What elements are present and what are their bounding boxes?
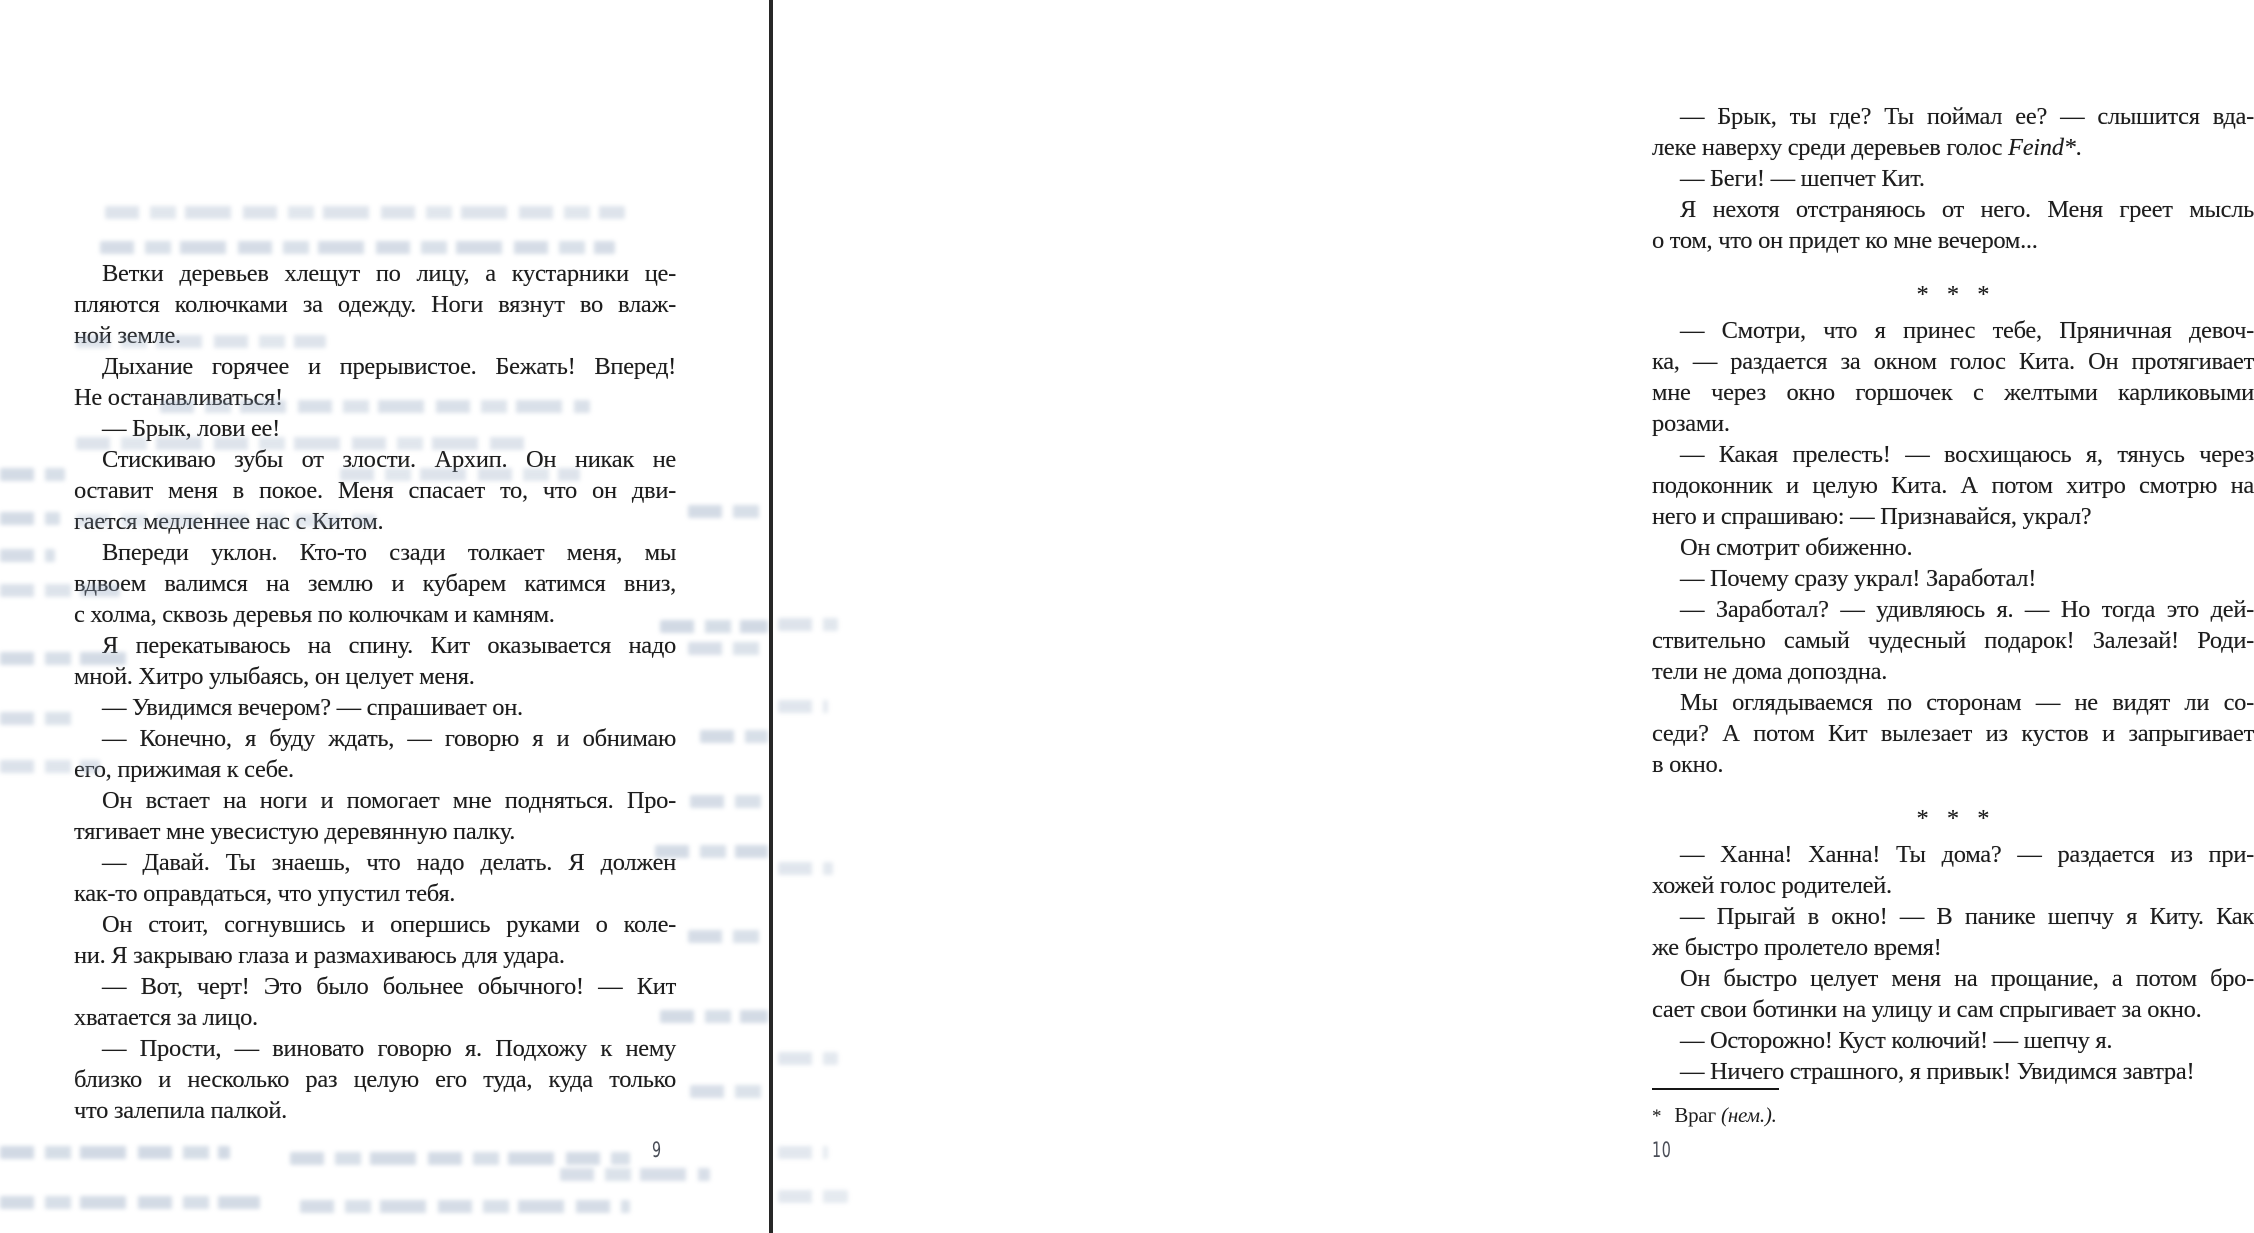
paragraph — [1652, 839, 2254, 901]
paragraph — [1652, 563, 2254, 594]
text-line: него и спрашиваю: — Признавайся, украл? — [1652, 503, 2092, 530]
text-line: Стискиваю зубы от злости. Архип. Он никак не — [102, 446, 676, 473]
paragraph — [1652, 532, 2254, 563]
paragraph — [1652, 194, 2254, 256]
bleed-through-artifact — [688, 642, 768, 655]
bleed-through-artifact — [76, 437, 526, 450]
bleed-through-artifact — [290, 1152, 630, 1165]
text-line: Я нехотя отстраняюсь от него. Меня греет мысль — [1680, 196, 2254, 223]
right-page — [774, 0, 2254, 1233]
paragraph — [74, 909, 676, 971]
footnote-text: Враг — [1674, 1103, 1716, 1127]
bleed-through-artifact — [0, 652, 135, 665]
text-line: — Какая прелесть! — восхищаюсь я, тянусь через — [1680, 441, 2254, 468]
text-line: подоконник и целую Кита. А потом хитро смотрю на — [1652, 472, 2254, 499]
text-line: — Брык, ты где? Ты поймал ее? — слышится вда- — [1680, 103, 2254, 130]
page-gutter-divider — [769, 0, 773, 1233]
bleed-through-artifact — [0, 1146, 230, 1159]
bleed-through-artifact — [690, 1085, 768, 1098]
text-line: ни. Я закрываю глаза и размахиваюсь для удара. — [74, 942, 565, 969]
left-page-number: 9 — [652, 1138, 662, 1162]
bleed-through-artifact — [778, 618, 838, 631]
paragraph — [74, 1033, 676, 1126]
text-line: хожей голос родителей. — [1652, 872, 1892, 899]
paragraph — [1652, 163, 2254, 194]
text-line: оставит меня в покое. Меня спасает то, что он дви- — [74, 477, 676, 504]
text-line: в окно. — [1652, 751, 1724, 778]
text-line: его, прижимая к себе. — [74, 756, 294, 783]
bleed-through-artifact — [76, 514, 376, 527]
text-line: тели не дома допоздна. — [1652, 658, 1888, 685]
bleed-through-artifact — [0, 512, 60, 525]
text-line: — Заработал? — удивляюсь я. — Но тогда это дей- — [1680, 596, 2254, 623]
bleed-through-artifact — [778, 1190, 848, 1203]
text-line: — Смотри, что я принес тебе, Пряничная девоч- — [1680, 317, 2254, 344]
bleed-through-artifact — [690, 795, 768, 808]
text-line: ствительно самый чудесный подарок! Залезай! Роди- — [1652, 627, 2254, 654]
bleed-through-artifact — [76, 335, 326, 348]
bleed-through-artifact — [0, 1196, 260, 1209]
paragraph — [1652, 439, 2254, 532]
left-page — [0, 0, 770, 1233]
paragraph — [1652, 594, 2254, 687]
paragraph — [1652, 315, 2254, 439]
paragraph — [1652, 1056, 2254, 1087]
text-line: розами. — [1652, 410, 1730, 437]
bleed-through-artifact — [0, 712, 80, 725]
bleed-through-artifact — [0, 549, 55, 562]
text-line: гается медленнее нас с Китом. — [74, 508, 384, 535]
left-page-text-column — [74, 258, 676, 1126]
bleed-through-artifact — [778, 1146, 828, 1159]
text-line: пляются колючками за одежду. Ноги вязнут во влаж- — [74, 291, 676, 318]
bleed-through-artifact — [655, 845, 768, 858]
text-line: — Прости, — виновато говорю я. Подхожу к нему — [102, 1035, 676, 1062]
footnote-language-note: (нем.). — [1721, 1103, 1777, 1127]
text-line: Мы оглядываемся по сторонам — не видят ли со- — [1680, 689, 2254, 716]
text-line: — Беги! — шепчет Кит. — [1680, 165, 1925, 192]
text-line: близко и несколько раз целую его туда, куда только — [74, 1066, 676, 1093]
bleed-through-artifact — [0, 584, 120, 597]
text-line: Он стоит, согнувшись и опершись руками о коле- — [102, 911, 676, 938]
text-line: сает свои ботинки на улицу и сам спрыгивает за окно. — [1652, 996, 2202, 1023]
text-line: — Увидимся вечером? — спрашивает он. — [102, 694, 523, 721]
bleed-through-artifact — [300, 1200, 630, 1213]
paragraph — [74, 971, 676, 1033]
text-line: тягивает мне увесистую деревянную палку. — [74, 818, 516, 845]
text-line: седи? А потом Кит вылезает из кустов и запрыгивает — [1652, 720, 2254, 747]
text-line: Он быстро целует меня на прощание, а потом бро- — [1680, 965, 2254, 992]
text-line: о том, что он придет ко мне вечером... — [1652, 227, 2038, 254]
text-line: вдвоем валимся на землю и кубарем катимся вниз, — [74, 570, 676, 597]
text-line: хватается за лицо. — [74, 1004, 258, 1031]
bleed-through-artifact — [778, 1052, 838, 1065]
paragraph — [1652, 1025, 2254, 1056]
text-line: ка, — раздается за окном голос Кита. Он протягивает — [1652, 348, 2254, 375]
footnote-rule — [1652, 1088, 1779, 1090]
paragraph — [74, 692, 676, 723]
right-page-text-column — [1652, 101, 2254, 1087]
text-line: Впереди уклон. Кто-то сзади толкает меня, мы — [102, 539, 676, 566]
text-line: — Ничего страшного, я привык! Увидимся завтра! — [1680, 1058, 2195, 1085]
right-page-number: 10 — [1652, 1138, 1672, 1162]
paragraph — [1652, 687, 2254, 780]
text-line: что залепила палкой. — [74, 1097, 287, 1124]
text-line: мной. Хитро улыбаясь, он целует меня. — [74, 663, 475, 690]
text-line: Я перекатываюсь на спину. Кит оказывается надо — [102, 632, 676, 659]
bleed-through-artifact — [688, 505, 768, 518]
footnote-marker: * — [1652, 1106, 1662, 1127]
text-line: же быстро пролетело время! — [1652, 934, 1942, 961]
text-line: Не останавливаться! — [74, 384, 283, 411]
text-line: ной земле. — [74, 322, 181, 349]
text-line: — Давай. Ты знаешь, что надо делать. Я должен — [102, 849, 676, 876]
text-line: Он встает на ноги и помогает мне подняться. Про- — [102, 787, 676, 814]
text-line: Дыхание горячее и прерывистое. Бежать! Вперед! — [102, 353, 676, 380]
section-separator: * * * — [1916, 281, 1990, 308]
text-line: — Почему сразу украл! Заработал! — [1680, 565, 2037, 592]
text-line: леке наверху среди деревьев голос Feind*. — [1652, 134, 2082, 161]
text-line: — Вот, черт! Это было больнее обычного! — Кит — [102, 973, 676, 1000]
text-line: Ветки деревьев хлещут по лицу, а кустарники це- — [102, 260, 676, 287]
bleed-through-artifact — [660, 620, 768, 633]
section-separator: * * * — [1916, 805, 1990, 832]
paragraph — [1652, 101, 2254, 163]
paragraph — [74, 785, 676, 847]
bleed-through-artifact — [105, 206, 625, 219]
text-line: — Прыгай в окно! — В панике шепчу я Киту. Как — [1680, 903, 2254, 930]
bleed-through-artifact — [0, 468, 65, 481]
bleed-through-artifact — [160, 400, 590, 413]
bleed-through-artifact — [560, 1168, 710, 1181]
text-line: — Брык, лови ее! — [102, 415, 280, 442]
paragraph — [74, 630, 676, 692]
text-line: — Осторожно! Куст колючий! — шепчу я. — [1680, 1027, 2113, 1054]
bleed-through-artifact — [778, 862, 833, 875]
text-line: — Конечно, я буду ждать, — говорю я и обнимаю — [102, 725, 676, 752]
paragraph — [1652, 901, 2254, 963]
paragraph — [1652, 963, 2254, 1025]
text-line: Он смотрит обиженно. — [1680, 534, 1913, 561]
footnote — [1652, 1088, 1779, 1130]
paragraph — [74, 847, 676, 909]
text-line: мне через окно горшочек с желтыми карликовыми — [1652, 379, 2254, 406]
bleed-through-artifact — [778, 700, 828, 713]
bleed-through-artifact — [688, 930, 768, 943]
text-line: как-то оправдаться, что упустил тебя. — [74, 880, 456, 907]
bleed-through-artifact — [660, 1010, 768, 1023]
bleed-through-artifact — [100, 241, 615, 254]
paragraph — [74, 723, 676, 785]
bleed-through-artifact — [700, 730, 768, 743]
bleed-through-artifact — [340, 468, 580, 481]
text-line: — Ханна! Ханна! Ты дома? — раздается из при- — [1680, 841, 2254, 868]
text-line: с холма, сквозь деревья по колючкам и камням. — [74, 601, 555, 628]
bleed-through-artifact — [0, 760, 100, 773]
paragraph — [74, 537, 676, 630]
